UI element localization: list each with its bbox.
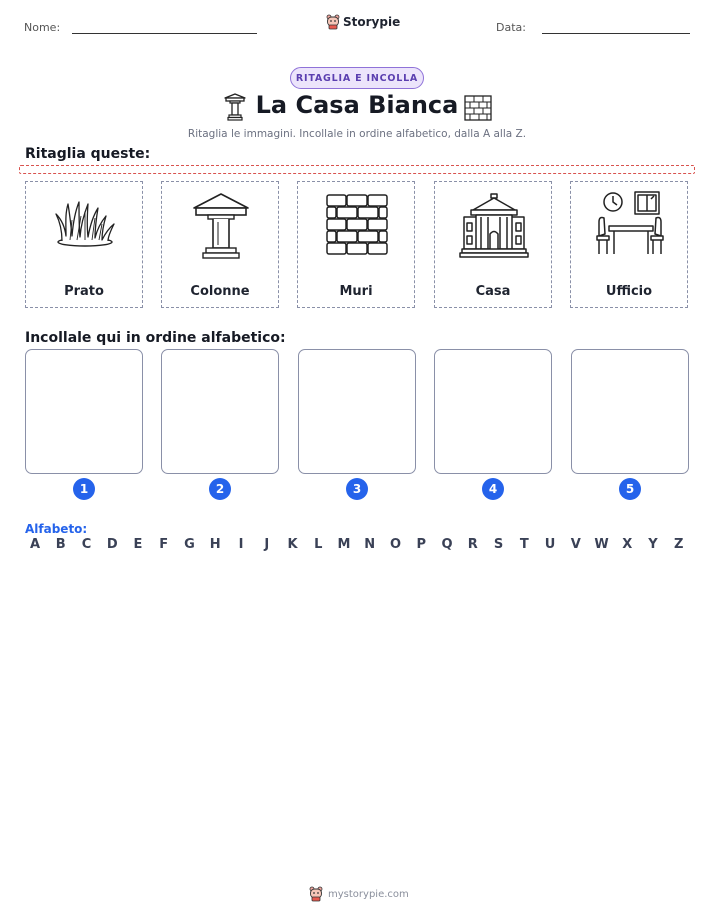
- alphabet-heading: Alfabeto:: [25, 522, 88, 536]
- alphabet-letter: K: [287, 537, 298, 552]
- alphabet-letter: R: [467, 537, 478, 552]
- column-icon: [186, 190, 256, 260]
- brand-logo: [326, 14, 400, 30]
- brand-name: Storypie: [343, 15, 401, 29]
- alphabet-letter: M: [337, 537, 351, 552]
- alphabet-letter: G: [184, 537, 195, 552]
- white-house-icon: [459, 190, 529, 260]
- activity-badge: RITAGLIA E INCOLLA: [290, 67, 424, 89]
- brick-wall-icon: [322, 190, 392, 260]
- order-number-badge: 4: [482, 478, 504, 500]
- name-label: Nome:: [24, 21, 61, 34]
- office-icon: [595, 190, 665, 260]
- alphabet-letter: C: [81, 537, 92, 552]
- order-number-badge: 3: [346, 478, 368, 500]
- order-number-badge: 5: [619, 478, 641, 500]
- footer-website: mystorypie.com: [328, 888, 409, 900]
- card-label: Colonne: [190, 284, 250, 299]
- storypie-mascot-icon: [326, 14, 340, 30]
- alphabet-letter: S: [493, 537, 504, 552]
- alphabet-letter: J: [264, 537, 270, 552]
- alphabet-letter: X: [622, 537, 633, 552]
- paste-box-4[interactable]: [434, 349, 552, 474]
- alphabet-letter: Y: [648, 537, 658, 552]
- cut-card-muri[interactable]: [297, 181, 415, 308]
- order-number-badge: 1: [73, 478, 95, 500]
- cut-line: [19, 165, 695, 174]
- alphabet-letter: Q: [441, 537, 453, 552]
- card-label: Casa: [475, 284, 511, 299]
- alphabet-letter: A: [29, 537, 41, 552]
- paste-box-3[interactable]: [298, 349, 416, 474]
- paste-box-2[interactable]: [161, 349, 279, 474]
- cut-card-prato[interactable]: [25, 181, 143, 308]
- order-number-badge: 2: [209, 478, 231, 500]
- alphabet-letter: O: [389, 537, 402, 552]
- alphabet-letter: T: [519, 537, 529, 552]
- page-title: La Casa Bianca: [255, 91, 459, 119]
- paste-box-5[interactable]: [571, 349, 689, 474]
- brick-wall-icon: [464, 95, 492, 121]
- cut-card-casa[interactable]: [434, 181, 552, 308]
- alphabet-letter: W: [594, 537, 609, 552]
- alphabet-row: [25, 537, 689, 552]
- alphabet-letter: D: [106, 537, 118, 552]
- alphabet-letter: I: [238, 537, 244, 552]
- name-write-line: [72, 33, 257, 34]
- alphabet-letter: V: [570, 537, 581, 552]
- alphabet-letter: E: [133, 537, 143, 552]
- alphabet-letter: U: [544, 537, 556, 552]
- instructions: Ritaglia le immagini. Incollale in ordine alfabetico, dalla A alla Z.: [187, 128, 527, 140]
- paste-section-heading: Incollale qui in ordine alfabetico:: [25, 330, 286, 346]
- alphabet-letter: P: [416, 537, 427, 552]
- card-label: Muri: [339, 284, 373, 299]
- alphabet-letter: N: [364, 537, 376, 552]
- date-write-line: [542, 33, 690, 34]
- alphabet-letter: F: [159, 537, 169, 552]
- paste-box-1[interactable]: [25, 349, 143, 474]
- storypie-mascot-icon: [309, 886, 323, 902]
- cut-card-colonne[interactable]: [161, 181, 279, 308]
- cut-section-heading: Ritaglia queste:: [25, 146, 151, 162]
- alphabet-letter: H: [209, 537, 221, 552]
- footer: [309, 886, 409, 902]
- alphabet-letter: B: [55, 537, 66, 552]
- alphabet-letter: Z: [674, 537, 684, 552]
- card-label: Ufficio: [605, 284, 653, 299]
- grass-icon: [50, 190, 120, 260]
- cut-card-ufficio[interactable]: [570, 181, 688, 308]
- card-label: Prato: [64, 284, 104, 299]
- date-label: Data:: [496, 21, 526, 34]
- alphabet-letter: L: [314, 537, 323, 552]
